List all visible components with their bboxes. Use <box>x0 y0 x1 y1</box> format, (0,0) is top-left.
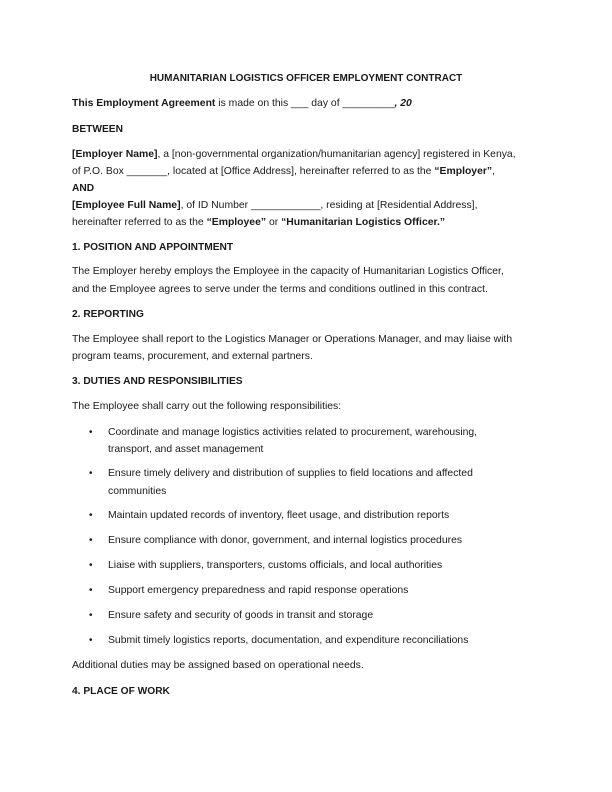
employee-term: “Employee” <box>206 217 267 228</box>
section-1-heading: 1. POSITION AND APPOINTMENT <box>72 242 234 253</box>
section-1-line-2: and the Employee agrees to serve under the terms and conditions outlined in this contract. <box>72 284 488 295</box>
section-4-heading: 4. PLACE OF WORK <box>72 686 170 697</box>
bullet-1-line-2: transport, and asset management <box>108 444 264 455</box>
bullet-2-line-1: Ensure timely delivery and distribution of supplies to field locations and affected <box>108 468 473 479</box>
bullet-marker: • <box>89 468 93 479</box>
employer-line-2 <box>72 165 495 178</box>
employee-line-1 <box>72 199 477 212</box>
employee-or: or <box>266 217 282 228</box>
employer-line-1 <box>72 148 516 161</box>
section-3-intro: The Employee shall carry out the following responsibilities: <box>72 401 342 412</box>
bullet-3-line-1: Maintain updated records of inventory, fleet usage, and distribution reports <box>108 510 450 521</box>
bullet-marker: • <box>89 427 93 438</box>
officer-term: “Humanitarian Logistics Officer.” <box>281 217 446 228</box>
employer-name-label: [Employer Name] <box>72 149 158 160</box>
bullet-marker: • <box>89 585 93 596</box>
bullet-1-line-1: Coordinate and manage logistics activities related to procurement, warehousing, <box>108 427 478 438</box>
employee-line-2 <box>72 216 445 229</box>
employee-name-label: [Employee Full Name] <box>72 200 181 211</box>
between-heading: BETWEEN <box>72 124 123 135</box>
bullet-4-line-1: Ensure compliance with donor, government, and internal logistics procedures <box>108 535 463 546</box>
bullet-marker: • <box>89 535 93 546</box>
employee-line-1-rest: , of ID Number ____________, residing at [Residential Address], <box>180 200 478 211</box>
section-2-line-1: The Employee shall report to the Logistics Manager or Operations Manager, and may liaise with <box>72 334 513 345</box>
section-2-heading: 2. REPORTING <box>72 309 144 320</box>
bullet-5-line-1: Liaise with suppliers, transporters, customs officials, and local authorities <box>108 560 443 571</box>
bullet-8-line-1: Submit timely logistics reports, documentation, and expenditure reconciliations <box>108 635 469 646</box>
section-1-line-1: The Employer hereby employs the Employee in the capacity of Humanitarian Logistics Officer, <box>72 266 504 277</box>
intro-year: , 20 <box>394 98 412 109</box>
employer-line-1-rest: , a [non-governmental organization/humanitarian agency] registered in Kenya, <box>157 149 516 160</box>
section-3-closing: Additional duties may be assigned based on operational needs. <box>72 660 364 671</box>
intro-line <box>72 97 412 110</box>
bullet-marker: • <box>89 510 93 521</box>
bullet-7-line-1: Ensure safety and security of goods in transit and storage <box>108 610 374 621</box>
intro-text: is made on this ___ day of _________ <box>215 98 395 109</box>
employer-term: “Employer” <box>434 166 493 177</box>
bullet-2-line-2: communities <box>108 486 167 497</box>
employee-line-2-text: hereinafter referred to as the <box>72 217 207 228</box>
bullet-marker: • <box>89 560 93 571</box>
agreement-label: This Employment Agreement <box>72 98 216 109</box>
bullet-marker: • <box>89 635 93 646</box>
and-heading: AND <box>72 183 95 194</box>
employer-line-2-end: , <box>492 166 495 177</box>
section-3-heading: 3. DUTIES AND RESPONSIBILITIES <box>72 376 243 387</box>
section-2-line-2: program teams, procurement, and external partners. <box>72 351 313 362</box>
contract-title: HUMANITARIAN LOGISTICS OFFICER EMPLOYMENT CONTRACT <box>149 73 463 84</box>
employer-line-2-text: of P.O. Box _______, located at [Office Address], hereinafter referred to as the <box>72 166 435 177</box>
bullet-6-line-1: Support emergency preparedness and rapid response operations <box>108 585 409 596</box>
bullet-marker: • <box>89 610 93 621</box>
